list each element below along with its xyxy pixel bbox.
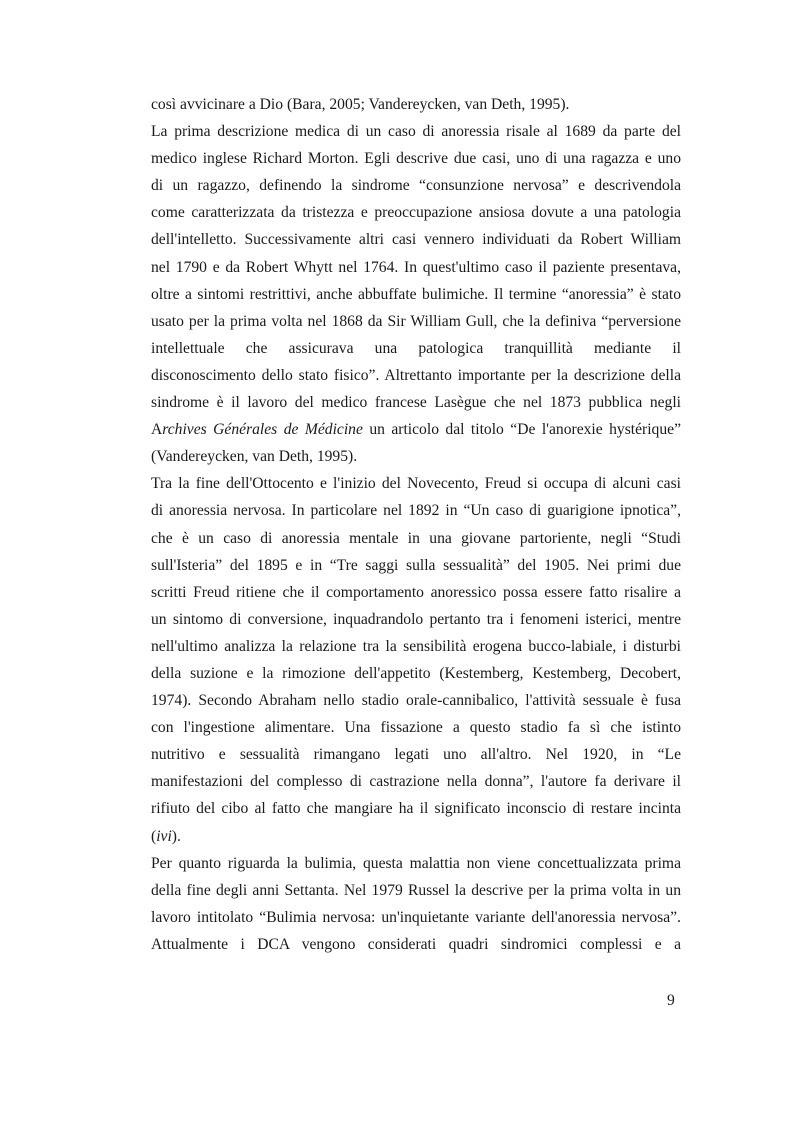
text-line: lavoro intitolato “Bulimia nervosa: un'inquietante variante dell'anoressia nervosa”. [151,908,681,926]
text-line-ivi [151,823,681,850]
text-line: rifiuto del cibo al fatto che mangiare ha il significato inconscio di restare incinta [151,800,681,818]
text-line: scritti Freud ritiene che il comportamento anoressico possa essere fatto risalire a [151,583,681,601]
text-line: della fine degli anni Settanta. Nel 1979 Russel la descrive per la prima volta in un [151,881,681,899]
ivi-open: ( [151,827,157,845]
text-line: come caratterizzata da tristezza e preoccupazione ansiosa dovute a una patologia [151,204,681,222]
text-line: nel 1790 e da Robert Whytt nel 1764. In quest'ultimo caso il paziente presentava, [151,258,681,276]
text-line: sindrome è il lavoro del medico francese Lasègue che nel 1873 pubblica negli [151,394,681,412]
text-line: disconoscimento dello stato fisico”. Altrettanto importante per la descrizione della [151,366,681,384]
text-line: manifestazioni del complesso di castrazione nella donna”, l'autore fa derivare il [151,773,681,791]
archives-prefix: A [151,421,163,439]
text-line: 1974). Secondo Abraham nello stadio orale-cannibalico, l'attività sessuale è fusa [151,692,681,710]
text-line: (Vandereycken, van Deth, 1995). [151,448,358,466]
text-line: con l'ingestione alimentare. Una fissazione a questo stadio fa sì che istinto [151,719,681,737]
archives-title: rchives Générales de Médicine [162,421,363,439]
text-line: La prima descrizione medica di un caso di anoressia risale al 1689 da parte del [151,123,681,141]
ivi-citation: ivi [156,827,172,845]
text-line: di un ragazzo, definendo la sindrome “consunzione nervosa” e descrivendola [151,177,681,195]
archives-suffix: un articolo dal titolo “De l'anorexie hystérique” [362,421,681,439]
text-line: Per quanto riguarda la bulimia, questa malattia non viene concettualizzata prima [151,854,681,872]
text-line: sull'Isteria” del 1895 e in “Tre saggi sulla sessualità” del 1905. Nei primi due [151,556,681,574]
text-line: Attualmente i DCA vengono considerati quadri sindromici complessi e a [151,935,681,953]
text-line: che è un caso di anoressia mentale in una giovane partoriente, negli “Studi [151,529,681,547]
text-line: di anoressia nervosa. In particolare nel 1892 in “Un caso di guarigione ipnotica”, [151,502,681,520]
text-line: nell'ultimo analizza la relazione tra la sensibilità erogena bucco-labiale, i disturbi [151,637,681,655]
ivi-close: ). [171,827,181,845]
text-line: usato per la prima volta nel 1868 da Sir William Gull, che la definiva “perversione [151,312,681,330]
text-line: medico inglese Richard Morton. Egli descrive due casi, uno di una ragazza e uno [151,150,681,168]
text-line: così avvicinare a Dio (Bara, 2005; Vandereycken, van Deth, 1995). [151,96,570,113]
text-line: oltre a sintomi restrittivi, anche abbuffate bulimiche. Il termine “anoressia” è stato [151,285,681,303]
text-line: un sintomo di conversione, inquadrandolo pertanto tra i fenomeni isterici, mentre [151,610,681,628]
text-line: intellettuale che assicurava una patologica tranquillità mediante il [151,339,681,357]
document-body [151,91,681,958]
text-line: Tra la fine dell'Ottocento e l'inizio del Novecento, Freud si occupa di alcuni casi [151,475,681,493]
page-number: 9 [667,992,675,1009]
text-line: dell'intelletto. Successivamente altri casi vennero individuati da Robert William [151,231,681,249]
text-line-archives [151,416,681,443]
text-line: nutritivo e sessualità rimangano legati uno all'altro. Nel 1920, in “Le [151,746,681,764]
text-line: della suzione e la rimozione dell'appetito (Kestemberg, Kestemberg, Decobert, [151,664,681,682]
